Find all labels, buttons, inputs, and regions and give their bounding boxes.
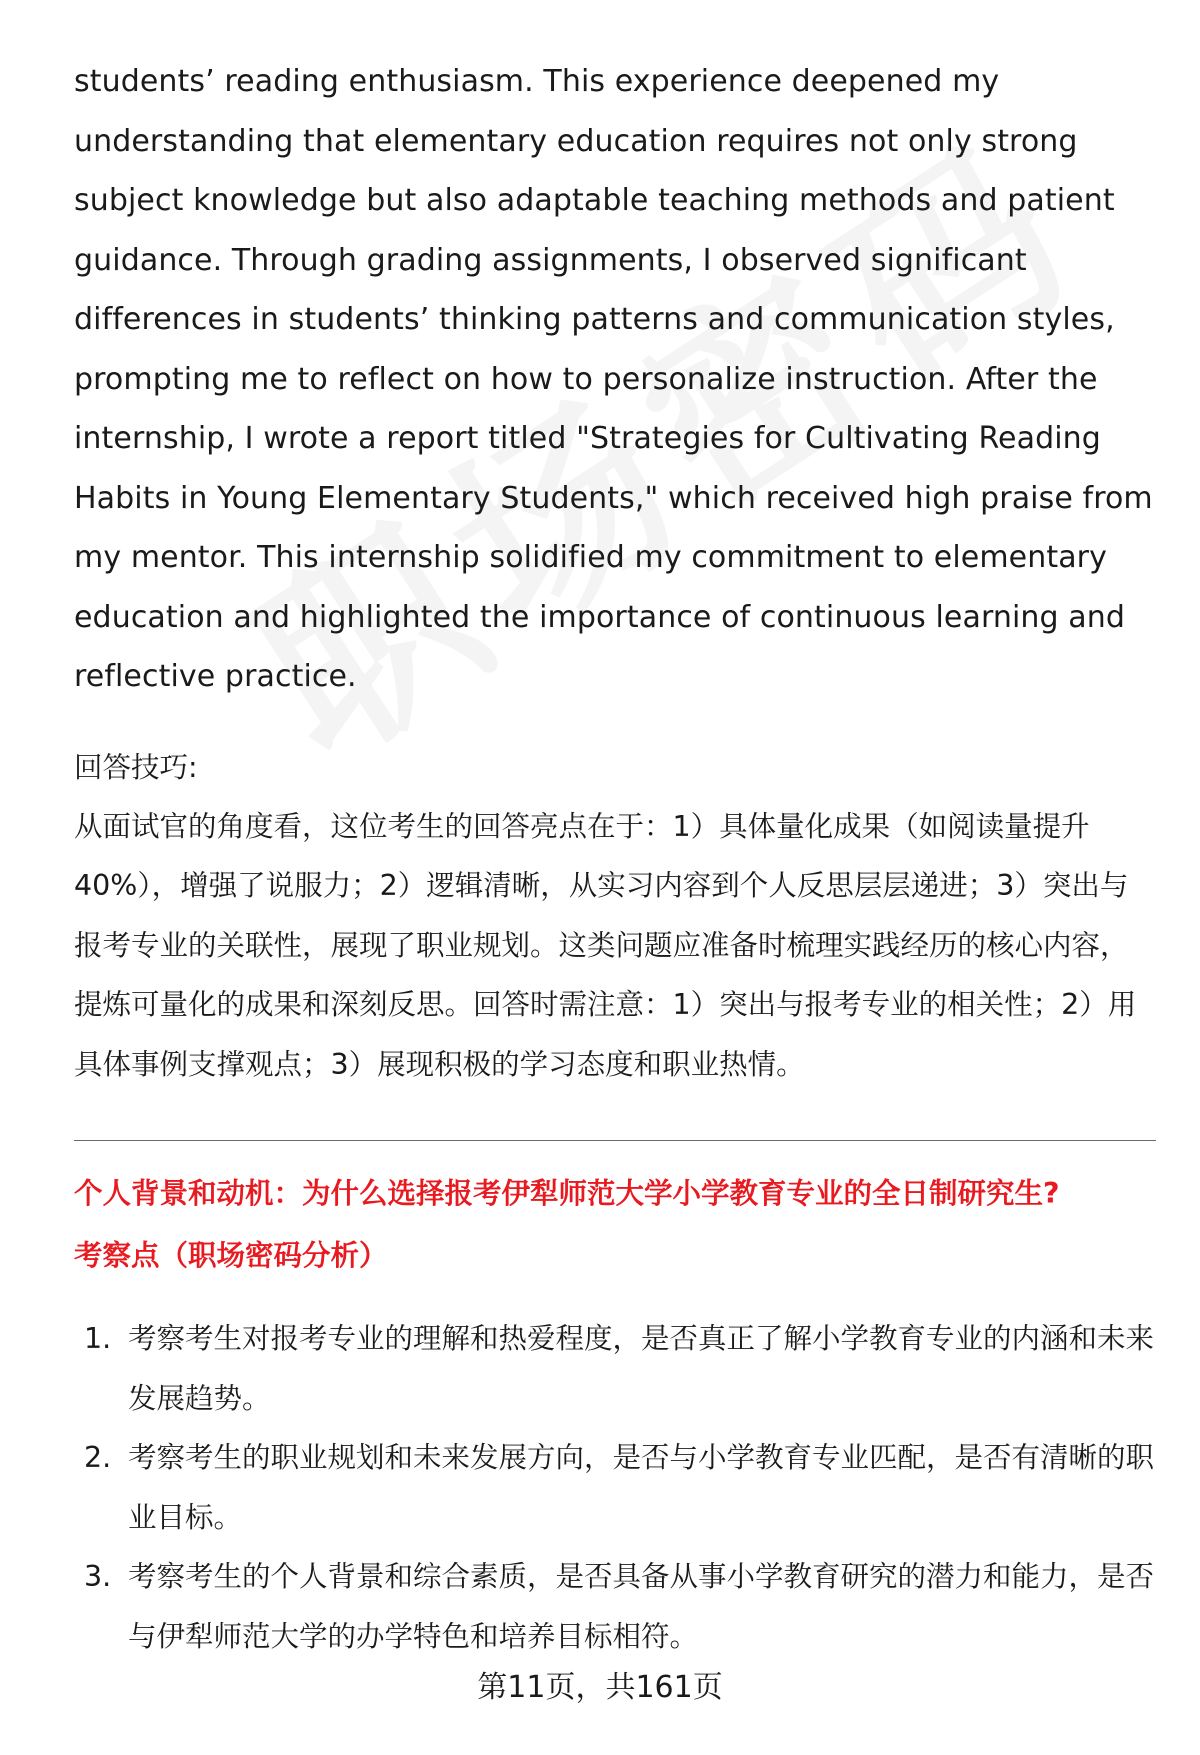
list-item (74, 1428, 1156, 1547)
list-item-text: 考察考生对报考专业的理解和热爱程度，是否真正了解小学教育专业的内涵和未来发展趋势。 (128, 1322, 1155, 1415)
assessment-points-list (74, 1309, 1156, 1666)
list-item-number: 1. (84, 1322, 112, 1355)
list-item (74, 1309, 1156, 1428)
tips-heading: 回答技巧: (74, 750, 198, 784)
list-item-text: 考察考生的个人背景和综合素质，是否具备从事小学教育研究的潜力和能力，是否与伊犁师范大学的办学特色和培养目标相符。 (128, 1560, 1155, 1653)
question-subtitle: 考察点（职场密码分析） (74, 1239, 388, 1272)
tips-body: 从面试官的角度看，这位考生的回答亮点在于：1）具体量化成果（如阅读量提升40%），增强了说服力；2）逻辑清晰，从实习内容到个人反思层层递进；3）突出与报考专业的关联性，展现了职业规划。这类问题应准备时梳理实践经历的核心内容，提炼可量化的成果和深刻反思。回答时需注意：1）突出与报考专业的相关性；2）用具体事例支撑观点；3）展现积极的学习态度和职业热情。 (74, 809, 1137, 1081)
question-title: 个人背景和动机：为什么选择报考伊犁师范大学小学教育专业的全日制研究生? (74, 1177, 1060, 1210)
list-item-number: 2. (84, 1441, 112, 1474)
answer-paragraph: students’ reading enthusiasm. This experience deepened my understanding that elementary education requires not only strong subject knowledge but also adaptable teaching methods and patient guidance. Through grading assignments, I observed significant differences in students’ thinking patterns and communication styles, prompting me to reflect on how to personalize instruction. After the internship, I wrote a report titled "Strategies for Cultivating Reading Habits in Young Elementary Students," which received high praise from my mentor. This internship solidified my commitment to elementary education and highlighted the importance of continuous learning and reflective practice. (74, 64, 1153, 694)
page-content (74, 52, 1156, 1666)
list-item-text: 考察考生的职业规划和未来发展方向，是否与小学教育专业匹配，是否有清晰的职业目标。 (128, 1441, 1155, 1534)
list-item (74, 1547, 1156, 1666)
list-item-number: 3. (84, 1560, 112, 1593)
page-number: 第11页，共161页 (477, 1670, 723, 1705)
section-divider (74, 1140, 1156, 1141)
